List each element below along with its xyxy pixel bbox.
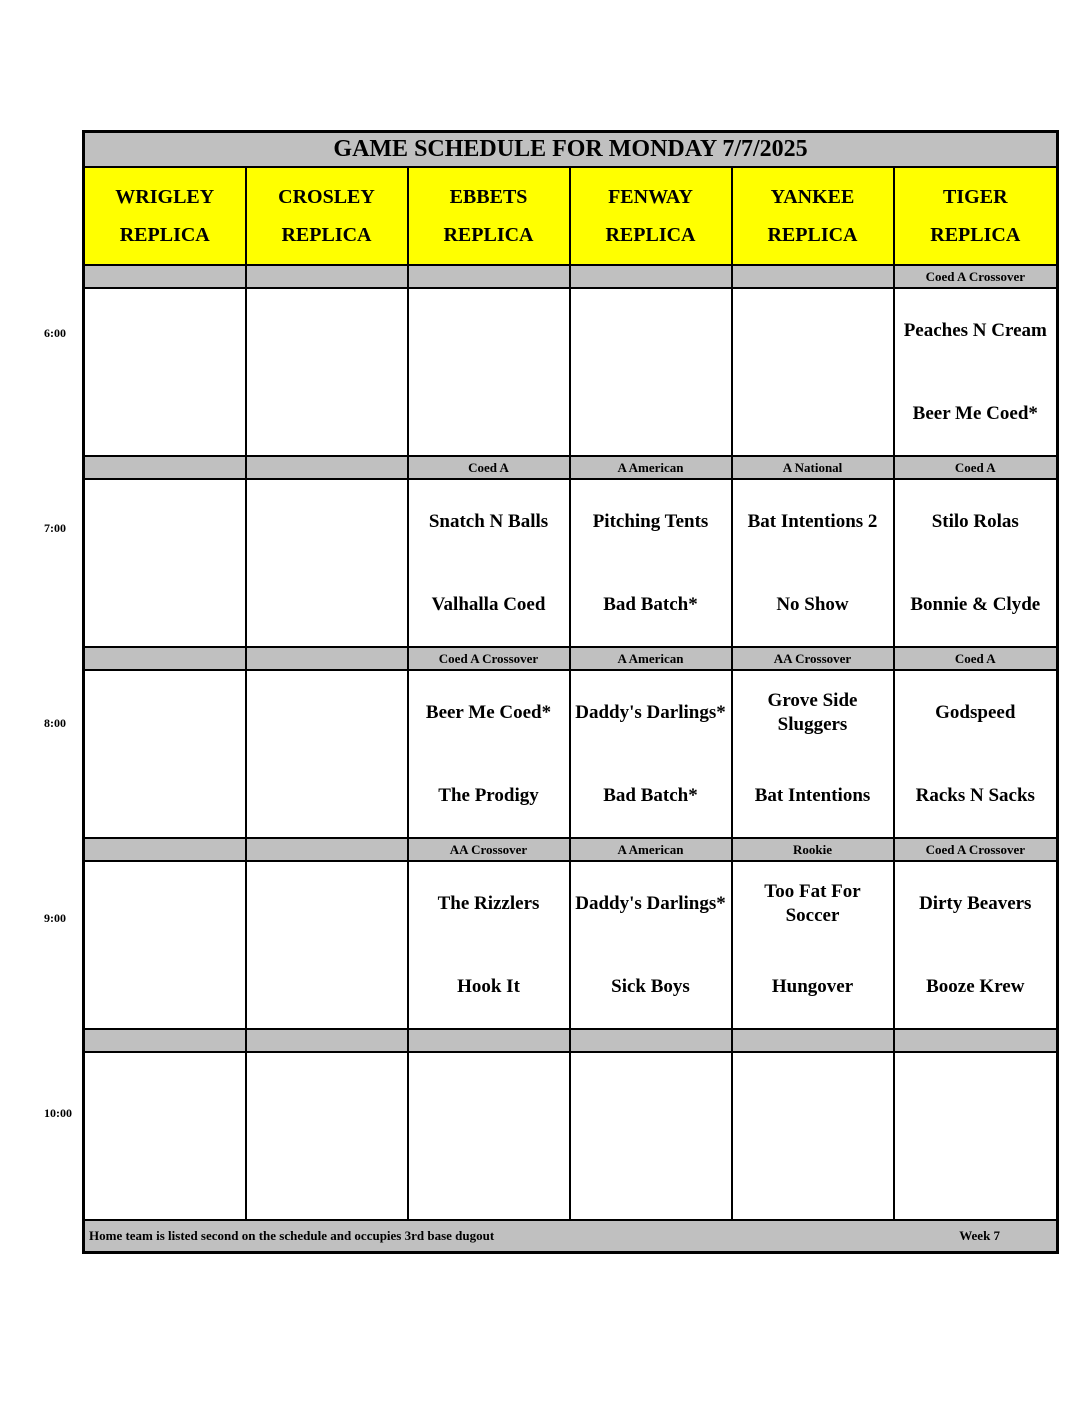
field-header-tiger <box>894 167 1058 265</box>
division-label: Coed A <box>894 456 1058 479</box>
game-cell <box>246 670 408 838</box>
division-label <box>246 838 408 861</box>
game-cell <box>246 288 408 456</box>
division-label <box>894 1029 1058 1052</box>
game-cell <box>732 861 894 1029</box>
away-team: Peaches N Cream <box>903 319 1047 341</box>
field-sub: REPLICA <box>281 224 372 246</box>
game-cell <box>84 670 246 838</box>
game-cell <box>84 288 246 456</box>
away-team <box>895 1053 1057 1136</box>
away-team: Pitching Tents <box>592 510 709 532</box>
field-sub: REPLICA <box>767 224 858 246</box>
division-row-6 <box>84 265 1058 288</box>
home-team: Valhalla Coed <box>431 593 546 615</box>
field-name: CROSLEY <box>278 186 375 208</box>
away-team: Snatch N Balls <box>428 510 549 532</box>
schedule-footer <box>84 1220 1058 1253</box>
division-label <box>570 265 732 288</box>
home-team <box>85 372 245 455</box>
away-team: The Rizzlers <box>437 892 540 914</box>
home-team <box>247 945 407 1028</box>
division-label <box>246 1029 408 1052</box>
away-team: Dirty Beavers <box>919 892 1032 914</box>
away-team <box>247 289 407 372</box>
game-cell <box>84 861 246 1029</box>
home-team: Hungover <box>771 975 854 997</box>
home-team: Beer Me Coed* <box>912 402 1038 424</box>
home-team: Bad Batch* <box>603 593 698 615</box>
field-header-ebbets <box>408 167 570 265</box>
footer-note: Home team is listed second on the schedule and occupies 3rd base dugout <box>89 1228 495 1243</box>
away-team <box>733 289 893 372</box>
home-team <box>247 754 407 837</box>
away-team: Too Fat For Soccer <box>764 880 861 926</box>
time-label-6: 6:00 <box>44 326 66 340</box>
game-cell <box>570 1052 732 1220</box>
schedule-title: GAME SCHEDULE FOR MONDAY 7/7/2025 <box>84 132 1058 168</box>
field-name: FENWAY <box>608 186 693 208</box>
field-name: TIGER <box>943 186 1008 208</box>
division-label <box>570 1029 732 1052</box>
game-row-10 <box>84 1052 1058 1220</box>
time-label-9: 9:00 <box>44 911 66 925</box>
division-label: Rookie <box>732 838 894 861</box>
game-cell <box>408 670 570 838</box>
field-header-wrigley <box>84 167 246 265</box>
home-team <box>571 372 731 455</box>
home-team: Racks N Sacks <box>915 784 1035 806</box>
away-team: Grove Side Sluggers <box>767 689 858 735</box>
division-label <box>246 265 408 288</box>
home-team: Sick Boys <box>611 975 690 997</box>
division-label <box>84 647 246 670</box>
home-team <box>85 563 245 646</box>
division-label: A American <box>570 647 732 670</box>
home-team <box>733 372 893 455</box>
away-team <box>409 1053 569 1136</box>
away-team <box>247 671 407 754</box>
away-team <box>247 1053 407 1136</box>
time-label-7: 7:00 <box>44 521 66 535</box>
division-label <box>732 1029 894 1052</box>
away-team <box>733 1053 893 1136</box>
game-row-8 <box>84 670 1058 838</box>
division-label: A American <box>570 456 732 479</box>
home-team <box>247 563 407 646</box>
field-name: YANKEE <box>770 186 855 208</box>
game-cell <box>894 288 1058 456</box>
division-label: AA Crossover <box>408 838 570 861</box>
game-cell <box>570 288 732 456</box>
away-team <box>85 480 245 563</box>
game-cell <box>894 670 1058 838</box>
time-label-10: 10:00 <box>44 1106 72 1120</box>
game-cell <box>732 1052 894 1220</box>
game-cell <box>246 861 408 1029</box>
game-cell <box>570 861 732 1029</box>
game-cell <box>84 1052 246 1220</box>
home-team: Bonnie & Clyde <box>910 593 1041 615</box>
division-label: A National <box>732 456 894 479</box>
field-header-row <box>84 167 1058 265</box>
division-label <box>84 1029 246 1052</box>
game-cell <box>246 1052 408 1220</box>
game-row-9 <box>84 861 1058 1029</box>
home-team <box>895 1136 1057 1219</box>
home-team <box>247 1136 407 1219</box>
away-team: Godspeed <box>935 701 1016 723</box>
division-label: Coed A Crossover <box>408 647 570 670</box>
home-team <box>733 1136 893 1219</box>
game-cell <box>408 288 570 456</box>
home-team <box>409 1136 569 1219</box>
division-label <box>408 1029 570 1052</box>
time-label-8: 8:00 <box>44 716 66 730</box>
home-team: Bat Intentions <box>754 784 871 806</box>
game-cell <box>570 670 732 838</box>
division-label: A American <box>570 838 732 861</box>
division-row-10 <box>84 1029 1058 1052</box>
division-label <box>408 265 570 288</box>
away-team: Daddy's Darlings* <box>575 892 726 914</box>
home-team: Hook It <box>457 975 520 997</box>
division-label: Coed A <box>408 456 570 479</box>
field-sub: REPLICA <box>443 224 534 246</box>
game-cell <box>246 479 408 647</box>
field-sub: REPLICA <box>119 224 210 246</box>
home-team <box>85 945 245 1028</box>
division-label <box>84 265 246 288</box>
home-team <box>571 1136 731 1219</box>
away-team <box>247 862 407 945</box>
away-team <box>85 671 245 754</box>
game-cell <box>570 479 732 647</box>
division-label <box>84 456 246 479</box>
away-team <box>409 289 569 372</box>
away-team <box>571 289 731 372</box>
home-team: No Show <box>776 593 849 615</box>
game-row-7 <box>84 479 1058 647</box>
home-team: Booze Krew <box>926 975 1025 997</box>
home-team <box>247 372 407 455</box>
game-cell <box>732 670 894 838</box>
home-team <box>409 372 569 455</box>
division-label <box>84 838 246 861</box>
division-label: Coed A <box>894 647 1058 670</box>
game-cell <box>408 1052 570 1220</box>
away-team: Daddy's Darlings* <box>575 701 726 723</box>
game-cell <box>408 861 570 1029</box>
game-cell <box>732 479 894 647</box>
home-team <box>85 754 245 837</box>
field-name: EBBETS <box>449 186 528 208</box>
division-row-8 <box>84 647 1058 670</box>
division-row-9 <box>84 838 1058 861</box>
game-cell <box>894 479 1058 647</box>
away-team <box>85 1053 245 1136</box>
division-label: Coed A Crossover <box>894 265 1058 288</box>
game-cell <box>732 288 894 456</box>
division-label <box>246 647 408 670</box>
game-cell <box>84 479 246 647</box>
away-team <box>85 289 245 372</box>
away-team <box>571 1053 731 1136</box>
field-header-yankee <box>732 167 894 265</box>
division-label <box>732 265 894 288</box>
game-row-6 <box>84 288 1058 456</box>
division-label: AA Crossover <box>732 647 894 670</box>
field-sub: REPLICA <box>930 224 1021 246</box>
division-label: Coed A Crossover <box>894 838 1058 861</box>
home-team: Bad Batch* <box>603 784 698 806</box>
game-cell <box>408 479 570 647</box>
away-team: Beer Me Coed* <box>425 701 552 723</box>
away-team <box>247 480 407 563</box>
field-name: WRIGLEY <box>115 186 215 208</box>
away-team <box>85 862 245 945</box>
away-team: Stilo Rolas <box>931 510 1019 532</box>
week-label: Week 7 <box>959 1228 1001 1243</box>
field-header-fenway <box>570 167 732 265</box>
away-team: Bat Intentions 2 <box>747 510 878 532</box>
home-team <box>85 1136 245 1219</box>
game-cell <box>894 1052 1058 1220</box>
division-label <box>246 456 408 479</box>
game-cell <box>894 861 1058 1029</box>
division-row-7 <box>84 456 1058 479</box>
field-sub: REPLICA <box>605 224 696 246</box>
home-team: The Prodigy <box>438 784 539 806</box>
schedule-table <box>82 130 1059 1254</box>
field-header-crosley <box>246 167 408 265</box>
